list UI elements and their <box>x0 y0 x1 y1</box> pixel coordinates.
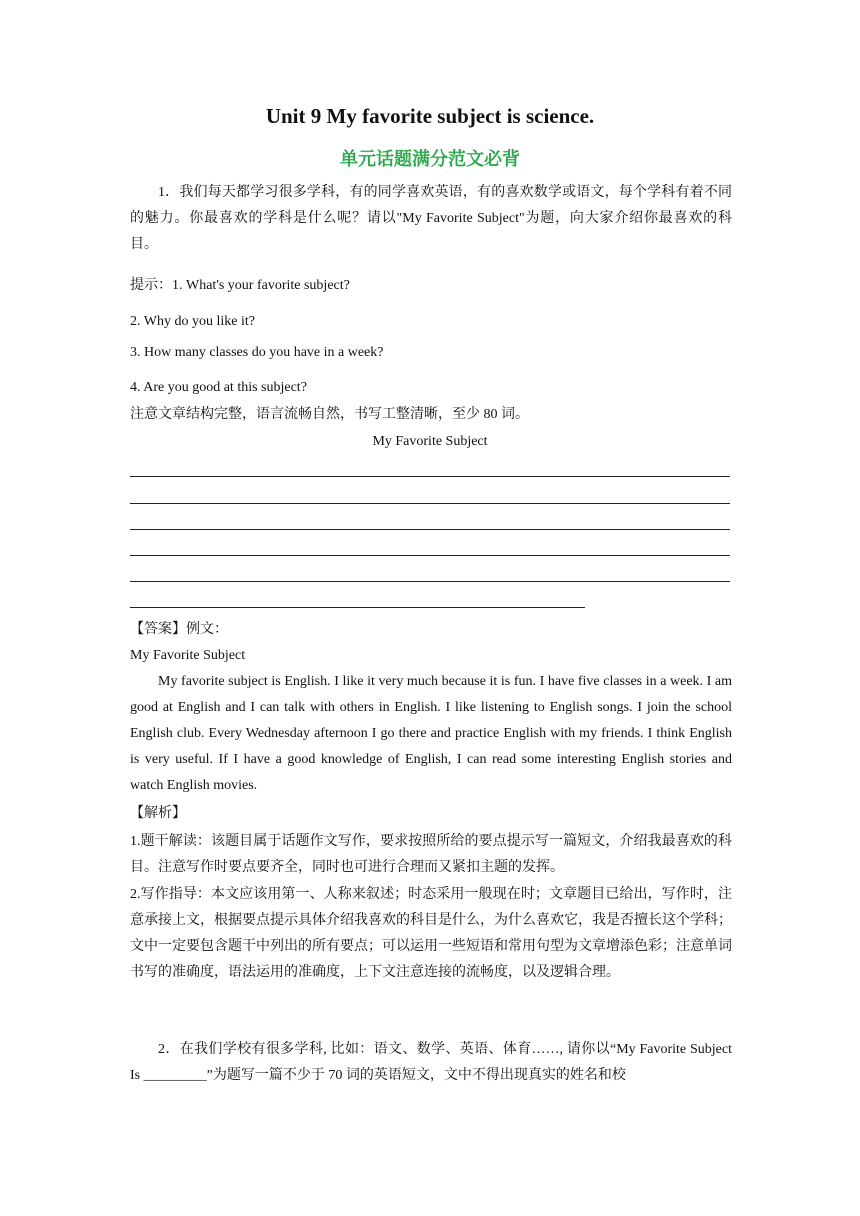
answer-line[interactable] <box>130 581 730 582</box>
answer-line[interactable] <box>130 503 730 504</box>
question-1-prompt: 1．我们每天都学习很多学科，有的同学喜欢英语，有的喜欢数学或语文，每个学科有着不同的魅力。你最喜欢的学科是什么呢？请以"My Favorite Subject"为题，向大家介绍你最喜欢的科目。 <box>130 185 732 252</box>
answer-essay-title: My Favorite Subject <box>130 648 246 663</box>
answer-line[interactable] <box>130 476 730 477</box>
answer-label: 【答案】例文： <box>130 622 228 637</box>
analysis-label: 【解析】 <box>130 806 186 821</box>
page-title: Unit 9 My favorite subject is science. <box>265 104 595 128</box>
answer-line[interactable] <box>130 555 730 556</box>
analysis-point-2: 2.写作指导：本文应该用第一、人称来叙述；时态采用一般现在时；文章题目已给出，写作时，注意承接上文，根据要点提示具体介绍我喜欢的科目是什么，为什么喜欢它，我是否擅长这个学科；文中一定要包含题干中列出的所有要点；可以运用一些短语和常用句型为文章增添色彩；注意单词书写的准确度，语法运用的准确度，上下文注意连接的流畅度，以及逻辑合理。 <box>130 887 732 980</box>
essay-title: My Favorite Subject <box>372 434 488 449</box>
answer-line[interactable] <box>130 607 585 608</box>
hint-1: 提示：1. What's your favorite subject? <box>130 278 350 293</box>
hint-2: 2. Why do you like it? <box>130 314 255 329</box>
analysis-point-1: 1.题干解读：该题目属于话题作文写作，要求按照所给的要点提示写一篇短文，介绍我最喜欢的科目。注意写作时要点要齐全，同时也可进行合理而又紧扣主题的发挥。 <box>130 834 732 875</box>
question-2-prompt: 2．在我们学校有很多学科, 比如：语文、数学、英语、体育……, 请你以“My Favorite Subject Is _________”为题写一篇不少于 70 词的英语短文，文中不得出现真实的姓名和校 <box>130 1042 732 1083</box>
writing-requirement: 注意文章结构完整，语言流畅自然，书写工整清晰，至少 80 词。 <box>130 407 529 422</box>
answer-line[interactable] <box>130 529 730 530</box>
answer-essay-text: My favorite subject is English. I like it very much because it is fun. I have five classes in a week. I am good at English and I can talk with others in English. I like listening to English songs. I join the school English club. Every Wednesday afternoon I go there and practice English with my friends. I think English is very useful. If I have a good knowledge of English, I can read some interesting English stories and watch English movies. <box>130 674 732 793</box>
page-subtitle: 单元话题满分范文必背 <box>340 149 520 170</box>
hint-4: 4. Are you good at this subject? <box>130 380 307 395</box>
hint-3: 3. How many classes do you have in a week? <box>130 345 384 360</box>
